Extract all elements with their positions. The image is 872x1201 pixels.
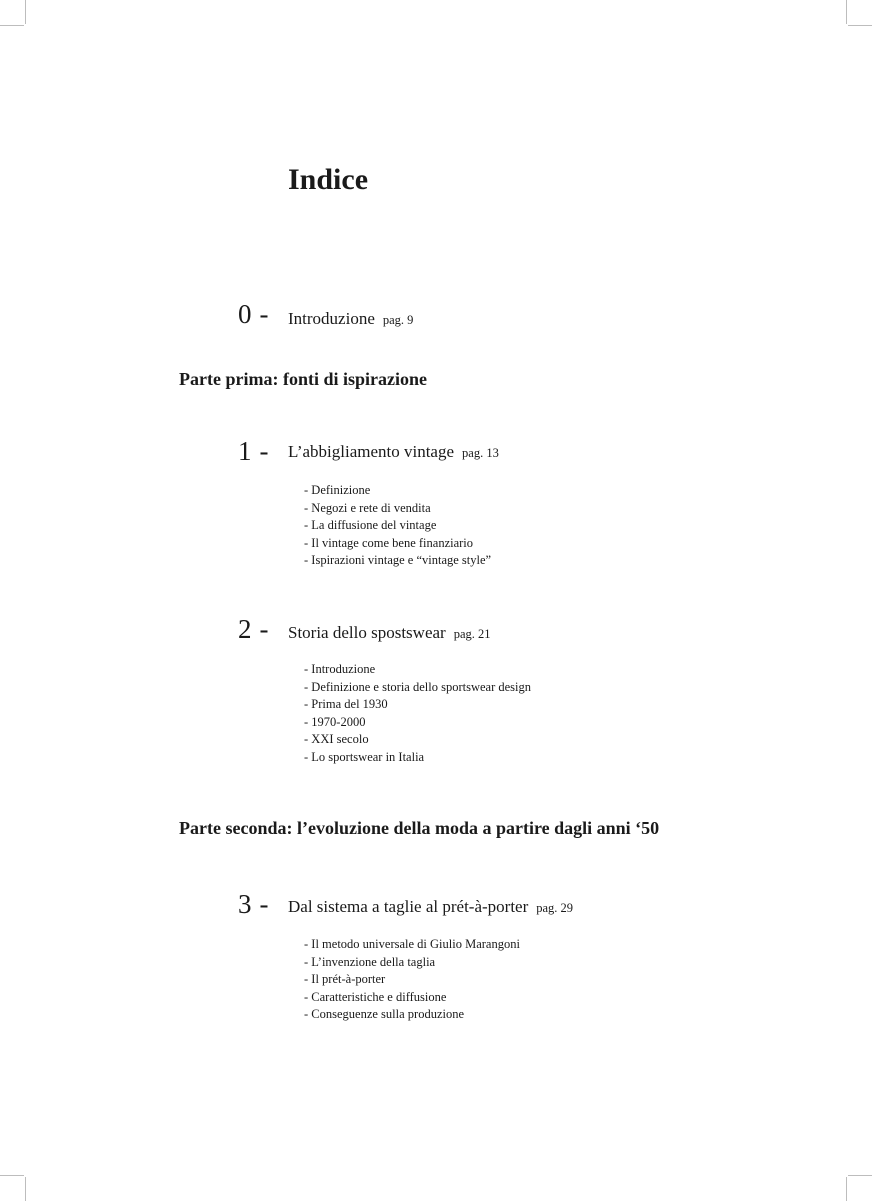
crop-mark bbox=[848, 1175, 872, 1176]
crop-mark bbox=[0, 1175, 24, 1176]
crop-mark bbox=[0, 25, 24, 26]
chapter-1-page: pag. 13 bbox=[462, 446, 499, 460]
subsection-item: - Il metodo universale di Giulio Marangoni bbox=[304, 937, 520, 951]
chapter-1-dash: - bbox=[259, 436, 269, 466]
page-title: Indice bbox=[288, 163, 369, 196]
subsection-item: - XXI secolo bbox=[304, 732, 369, 747]
intro-title: Introduzione bbox=[288, 309, 375, 328]
chapter-2-page: pag. 21 bbox=[453, 627, 491, 641]
intro-dash: - bbox=[259, 299, 269, 329]
subsection-item: - Lo sportswear in Italia bbox=[304, 749, 425, 764]
intro-number bbox=[238, 299, 269, 330]
subsection-item: - Conseguenze sulla produzione bbox=[304, 1007, 465, 1022]
chapter-3-subsections bbox=[304, 936, 520, 1024]
crop-mark bbox=[25, 0, 26, 24]
crop-mark bbox=[25, 1177, 26, 1201]
chapter-2-subsections bbox=[304, 661, 531, 767]
intro-entry bbox=[288, 309, 413, 329]
subsection-item: - Definizione bbox=[304, 483, 371, 497]
chapter-1-number bbox=[238, 436, 269, 467]
chapter-1-subsections bbox=[304, 482, 491, 570]
subsection-item: - L’invenzione della taglia bbox=[304, 954, 436, 969]
part-one-heading: Parte prima: fonti di ispirazione bbox=[179, 369, 427, 389]
part-two-heading: Parte seconda: l’evoluzione della moda a partire dagli anni ‘50 bbox=[179, 818, 660, 838]
crop-mark bbox=[848, 25, 872, 26]
chapter-1-number-value: 1 bbox=[238, 436, 252, 466]
crop-mark bbox=[846, 1177, 847, 1201]
chapter-2-dash: - bbox=[259, 614, 269, 644]
chapter-3-title: Dal sistema a taglie al prét-à-porter bbox=[288, 897, 529, 916]
subsection-item: - Ispirazioni vintage e “vintage style” bbox=[304, 553, 492, 568]
chapter-2-entry bbox=[288, 623, 491, 643]
subsection-item: - Introduzione bbox=[304, 662, 376, 676]
intro-number-value: 0 bbox=[238, 299, 252, 329]
chapter-3-page: pag. 29 bbox=[536, 901, 574, 915]
chapter-1-title: L’abbigliamento vintage bbox=[288, 442, 455, 461]
subsection-item: - 1970-2000 bbox=[304, 714, 366, 729]
chapter-3-number bbox=[238, 889, 269, 920]
chapter-3-number-value: 3 bbox=[238, 889, 252, 919]
crop-mark bbox=[846, 0, 847, 24]
subsection-item: - Negozi e rete di vendita bbox=[304, 500, 431, 515]
chapter-3-dash: - bbox=[259, 889, 269, 919]
subsection-item: - Definizione e storia dello sportswear design bbox=[304, 679, 532, 694]
intro-page: pag. 9 bbox=[382, 313, 414, 327]
chapter-1-entry bbox=[288, 442, 499, 462]
chapter-2-number bbox=[238, 614, 269, 645]
subsection-item: - La diffusione del vintage bbox=[304, 518, 437, 533]
chapter-2-number-value: 2 bbox=[238, 614, 252, 644]
subsection-item: - Il vintage come bene finanziario bbox=[304, 535, 474, 550]
subsection-item: - Il prét-à-porter bbox=[304, 972, 386, 987]
subsection-item: - Caratteristiche e diffusione bbox=[304, 989, 447, 1004]
chapter-2-title: Storia dello spostswear bbox=[288, 623, 446, 642]
subsection-item: - Prima del 1930 bbox=[304, 697, 388, 712]
chapter-3-entry bbox=[288, 897, 573, 917]
